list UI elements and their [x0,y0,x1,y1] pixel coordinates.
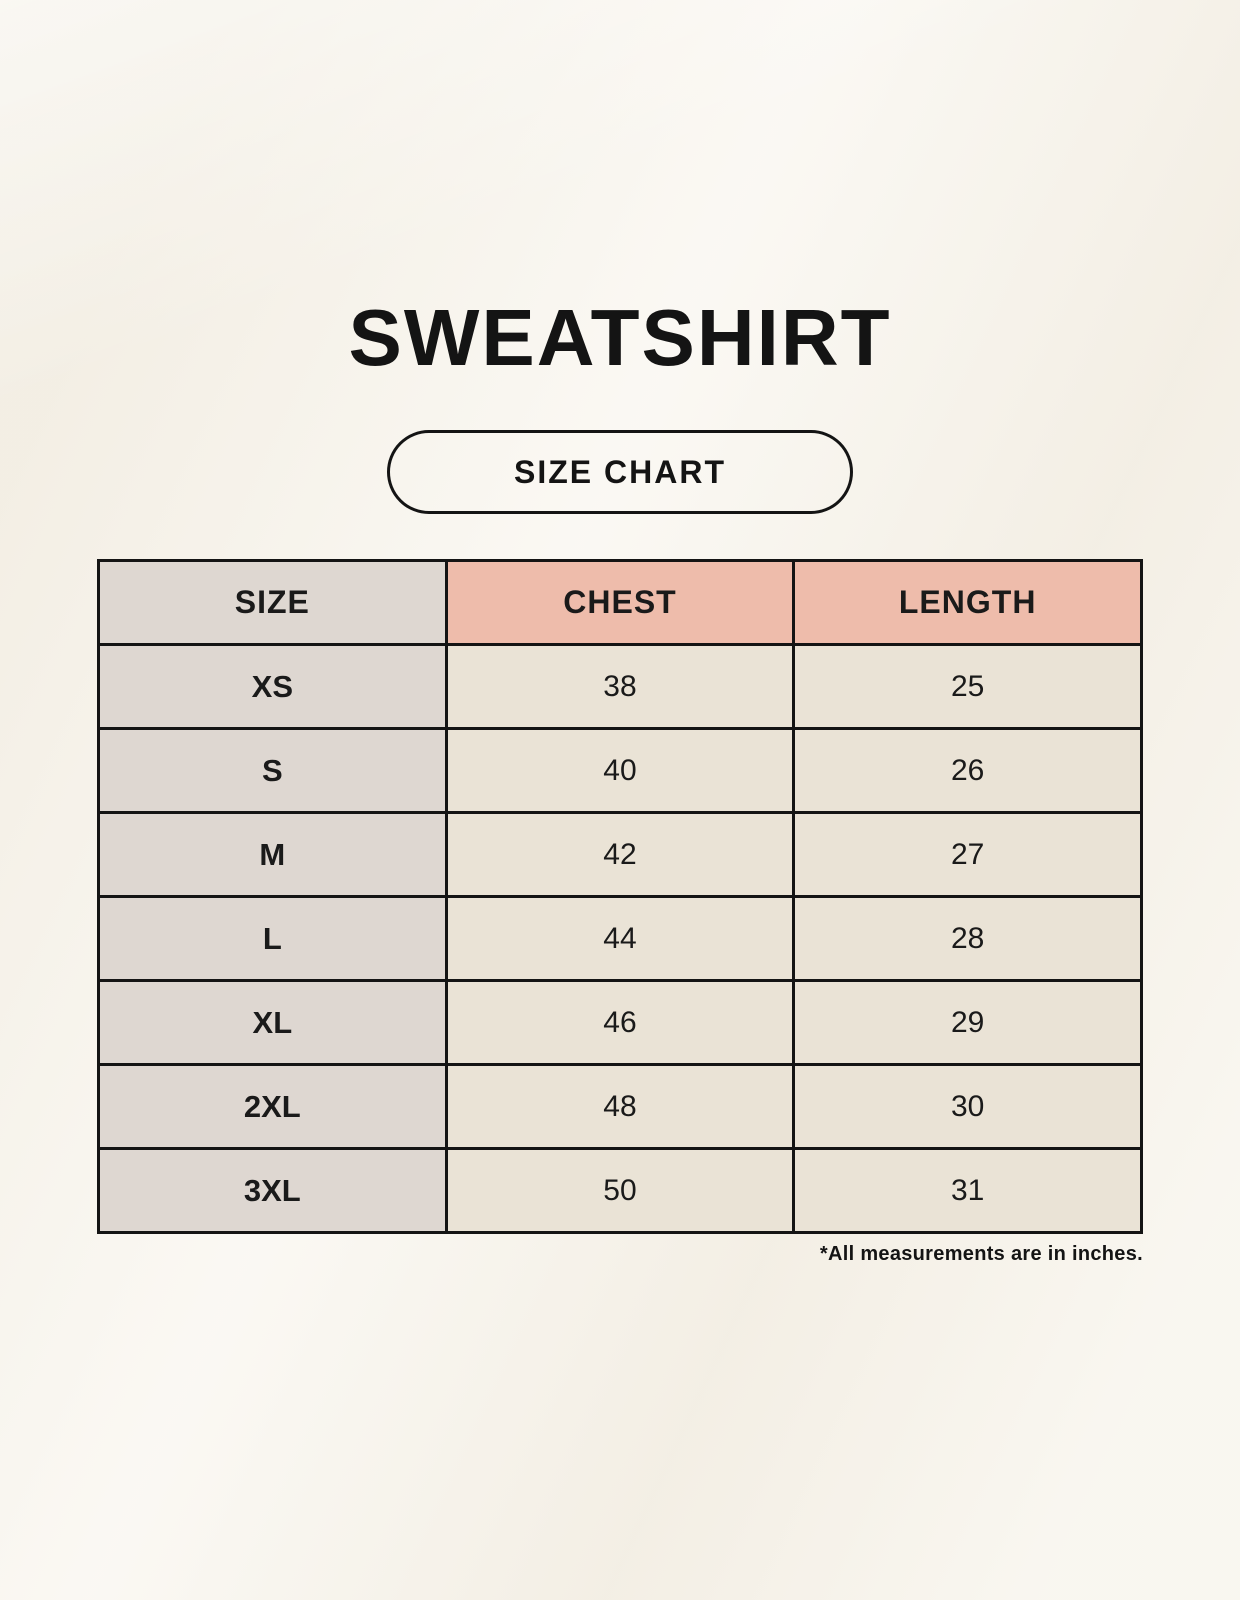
size-cell: 3XL [99,1149,447,1233]
size-chart-badge-label: SIZE CHART [514,453,726,490]
size-cell: XS [99,645,447,729]
length-cell: 28 [794,897,1142,981]
length-cell: 26 [794,729,1142,813]
table-row [99,897,1142,981]
length-cell: 25 [794,645,1142,729]
length-cell: 29 [794,981,1142,1065]
chest-cell: 38 [446,645,794,729]
length-cell: 27 [794,813,1142,897]
column-header-chest: CHEST [446,561,794,645]
table-row [99,813,1142,897]
size-cell: 2XL [99,1065,447,1149]
table-row [99,1149,1142,1233]
table-row [99,1065,1142,1149]
chest-cell: 48 [446,1065,794,1149]
size-chart-table [97,559,1143,1234]
size-cell: M [99,813,447,897]
table-header-row [99,561,1142,645]
column-header-length: LENGTH [794,561,1142,645]
table-row [99,645,1142,729]
length-cell: 30 [794,1065,1142,1149]
size-cell: L [99,897,447,981]
size-cell: XL [99,981,447,1065]
chest-cell: 40 [446,729,794,813]
chest-cell: 50 [446,1149,794,1233]
chest-cell: 46 [446,981,794,1065]
page-title: SWEATSHIRT [348,293,892,382]
chest-cell: 42 [446,813,794,897]
size-chart-badge [387,430,853,514]
measurements-footnote: *All measurements are in inches. [819,1243,1143,1265]
table-row [99,729,1142,813]
size-cell: S [99,729,447,813]
length-cell: 31 [794,1149,1142,1233]
column-header-size: SIZE [99,561,447,645]
table-row [99,981,1142,1065]
chest-cell: 44 [446,897,794,981]
